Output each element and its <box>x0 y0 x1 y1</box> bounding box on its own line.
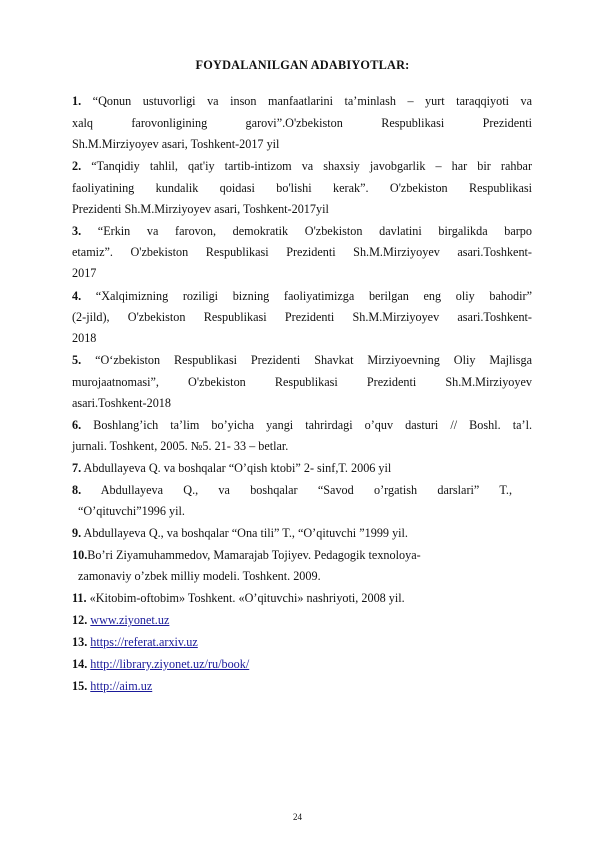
reference-text-line: Abdullayeva Q., va boshqalar “Savod o’rgatish darslari” T., <box>100 483 512 497</box>
reference-text-line: Boshlang’ich ta’lim bo’yicha yangi tahrirdagi o’quv dasturi // Boshl. ta’l. <box>93 418 533 432</box>
reference-text-line: asari.Toshkent-2018 <box>72 396 171 410</box>
reference-number: 13. <box>72 635 88 649</box>
reference-item-13 <box>72 634 532 650</box>
reference-number: 1. <box>72 94 82 108</box>
reference-link[interactable]: www.ziyonet.uz <box>90 613 170 627</box>
reference-item-5 <box>72 352 532 368</box>
reference-item-1 <box>72 93 532 109</box>
reference-number: 15. <box>72 679 88 693</box>
reference-link[interactable]: http://library.ziyonet.uz/ru/book/ <box>90 657 250 671</box>
reference-item-14 <box>72 656 532 672</box>
reference-text-line: xalq farovonligining garovi”.O'zbekiston Respublikasi Prezidenti <box>72 116 532 130</box>
reference-text-line: jurnali. Toshkent, 2005. №5. 21- 33 – betlar. <box>72 439 289 453</box>
reference-text-line: 2017 <box>72 266 97 280</box>
page-number: 24 <box>293 812 302 822</box>
reference-text-line: Prezidenti Sh.M.Mirziyoyev asari, Toshkent-2017yil <box>72 202 329 216</box>
reference-text-line: “O‘zbekiston Respublikasi Prezidenti Shavkat Mirziyoevning Oliy Majlisga <box>95 353 533 367</box>
page-title: FOYDALANILGAN ADABIYOTLAR: <box>195 58 410 72</box>
reference-item-6 <box>72 417 532 433</box>
reference-item-7 <box>72 460 532 476</box>
reference-number: 14. <box>72 657 88 671</box>
reference-text-line: “Tanqidiy tahlil, qat'iy tartib-intizom va shaxsiy javobgarlik – har bir rahbar <box>91 159 533 173</box>
reference-text-line: Bo’ri Ziyamuhammedov, Mamarajab Tojiyev. Pedagogik texnoloya- <box>87 548 421 562</box>
reference-item-10 <box>72 547 532 563</box>
reference-number: 4. <box>72 289 82 303</box>
reference-link[interactable]: http://aim.uz <box>90 679 153 693</box>
reference-text-line: “O’qituvchi”1996 yil. <box>78 504 185 518</box>
reference-link[interactable]: https://referat.arxiv.uz <box>90 635 198 649</box>
reference-number: 2. <box>72 159 82 173</box>
reference-text-line: murojaatnomasi”, O'zbekiston Respublikasi Prezidenti Sh.M.Mirziyoyev <box>72 375 532 389</box>
reference-number: 8. <box>72 483 82 497</box>
reference-number: 7. <box>72 461 82 475</box>
reference-text-line: “Xalqimizning roziligi bizning faoliyatimizga berilgan eng oliy bahodir” <box>95 289 533 303</box>
reference-text-line: zamonaviy o’zbek milliy modeli. Toshkent. 2009. <box>78 569 321 583</box>
reference-number: 10. <box>72 548 88 562</box>
reference-item-12 <box>72 612 532 628</box>
reference-number: 12. <box>72 613 88 627</box>
reference-number: 6. <box>72 418 82 432</box>
reference-number: 3. <box>72 224 82 238</box>
reference-item-8 <box>72 482 512 498</box>
reference-text-line: Abdullayeva Q., va boshqalar “Ona tili” T., “O’qituvchi ”1999 yil. <box>83 526 408 540</box>
reference-number: 11. <box>72 591 87 605</box>
reference-text-line: (2-jild), O'zbekiston Respublikasi Prezidenti Sh.M.Mirziyoyev asari.Toshkent- <box>72 310 532 324</box>
reference-number: 5. <box>72 353 82 367</box>
reference-text-line: «Kitobim-oftobim» Toshkent. «O’qituvchi» nashriyoti, 2008 yil. <box>89 591 405 605</box>
reference-text-line: 2018 <box>72 331 97 345</box>
reference-item-15 <box>72 678 532 694</box>
reference-text-line: “Erkin va farovon, demokratik O'zbekiston davlatini birgalikda barpo <box>97 224 532 238</box>
reference-item-2 <box>72 158 532 174</box>
reference-item-9 <box>72 525 532 541</box>
reference-item-3 <box>72 223 532 239</box>
reference-text-line: etamiz”. O'zbekiston Respublikasi Prezidenti Sh.M.Mirziyoyev asari.Toshkent- <box>72 245 532 259</box>
reference-text-line: “Qonun ustuvorligi va inson manfaatlarini ta’minlash – yurt taraqqiyoti va <box>92 94 532 108</box>
reference-text-line: faoliyatining kundalik qoidasi bo'lishi kerak”. O'zbekiston Respublikasi <box>72 181 532 195</box>
reference-number: 9. <box>72 526 82 540</box>
reference-text-line: Sh.M.Mirziyoyev asari, Toshkent-2017 yil <box>72 137 280 151</box>
reference-item-11 <box>72 590 532 606</box>
reference-text-line: Abdullayeva Q. va boshqalar “O’qish ktobi” 2- sinf,T. 2006 yil <box>83 461 392 475</box>
reference-item-4 <box>72 288 532 304</box>
